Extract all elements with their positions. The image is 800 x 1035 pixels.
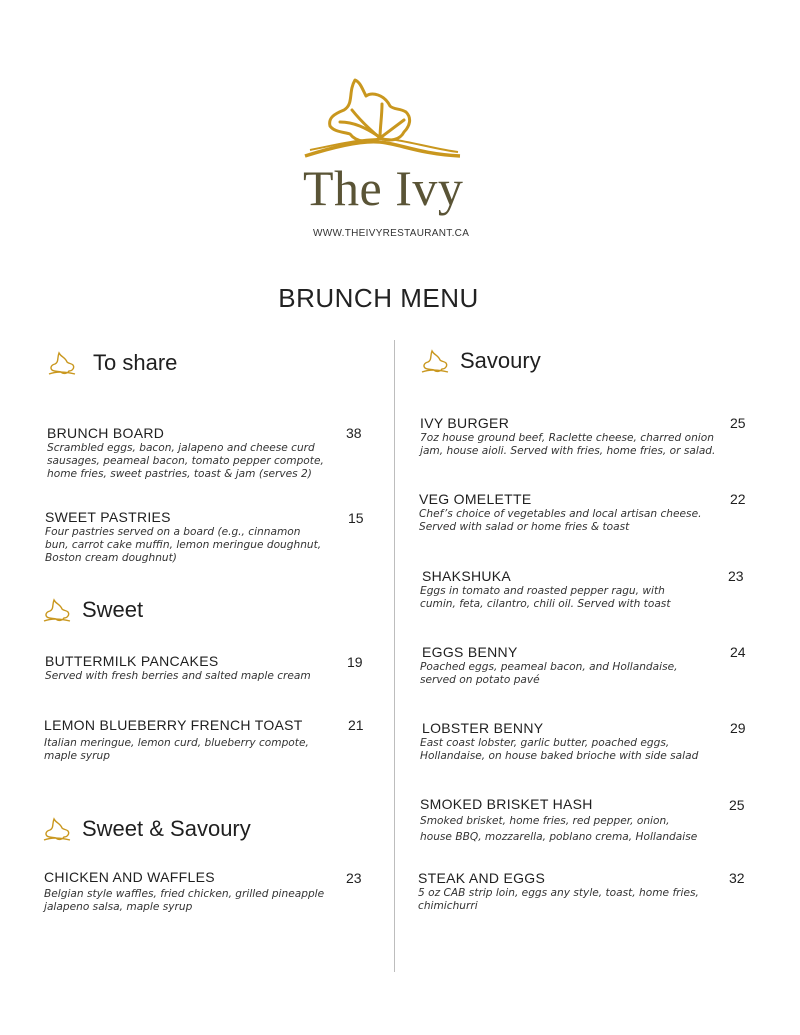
- item-description: Chef’s choice of vegetables and local artisan cheese. Served with salad or home fries & toast: [419, 508, 702, 533]
- menu-item-chicken-and-waffles: [44, 869, 324, 914]
- item-description: Poached eggs, peameal bacon, and Hollandaise, served on potato pavé: [420, 661, 678, 686]
- website-link[interactable]: WWW.THEIVYRESTAURANT.CA: [313, 228, 470, 239]
- page-title: BRUNCH MENU: [278, 283, 479, 313]
- menu-item-brunch-board: [47, 425, 324, 481]
- section-to-share-heading: [47, 350, 177, 376]
- menu-item-steak-and-eggs: [418, 870, 699, 913]
- item-name: IVY BURGER: [420, 415, 510, 431]
- item-name: CHICKEN AND WAFFLES: [44, 869, 215, 885]
- item-name: VEG OMELETTE: [419, 491, 532, 507]
- item-price: 15: [348, 510, 364, 526]
- item-price: 32: [729, 870, 745, 886]
- item-price: 25: [729, 797, 745, 813]
- menu-item-buttermilk-pancakes: [45, 653, 311, 683]
- section-title: Sweet & Savoury: [82, 816, 251, 841]
- item-price: 23: [728, 568, 744, 584]
- item-description: Italian meringue, lemon curd, blueberry compote, maple syrup: [44, 737, 309, 762]
- item-name: LEMON BLUEBERRY FRENCH TOAST: [44, 717, 303, 733]
- ivy-leaf-icon: [47, 350, 77, 376]
- item-name: LOBSTER BENNY: [422, 720, 544, 736]
- item-price: 29: [730, 720, 746, 736]
- section-title: To share: [93, 350, 178, 375]
- item-price: 25: [730, 415, 746, 431]
- ivy-leaf-icon: [42, 816, 72, 842]
- item-description: Eggs in tomato and roasted pepper ragu, with cumin, feta, cilantro, chili oil. Served with toast: [420, 585, 671, 610]
- item-description: East coast lobster, garlic butter, poached eggs, Hollandaise, on house baked brioche with side salad: [420, 737, 699, 762]
- item-description: 7oz house ground beef, Raclette cheese, charred onion jam, house aioli. Served with fries, home fries, or salad.: [420, 432, 716, 457]
- item-name: STEAK AND EGGS: [418, 870, 546, 886]
- menu-item-shakshuka: [420, 568, 670, 611]
- menu-item-veg-omelette: [419, 491, 701, 534]
- ivy-leaf-icon: [42, 597, 72, 623]
- menu-item-smoked-brisket-hash: [420, 796, 697, 845]
- item-price: 23: [346, 870, 362, 886]
- item-name: SMOKED BRISKET HASH: [420, 796, 593, 812]
- item-description: 5 oz CAB strip loin, eggs any style, toast, home fries, chimichurri: [418, 887, 699, 912]
- item-description: Scrambled eggs, bacon, jalapeno and cheese curd sausages, peameal bacon, tomato pepper compote, home fries, sweet pastries, toast & jam (serves 2): [47, 442, 324, 480]
- menu-item-lobster-benny: [420, 720, 698, 763]
- item-price: 21: [348, 717, 364, 733]
- section-savoury-heading: [420, 348, 541, 374]
- menu-item-eggs-benny: [420, 644, 677, 687]
- item-description: Belgian style waffles, fried chicken, grilled pineapple jalapeno salsa, maple syrup: [44, 888, 325, 913]
- ivy-leaf-icon: [420, 348, 450, 374]
- item-price: 19: [347, 654, 363, 670]
- item-name: SWEET PASTRIES: [45, 509, 171, 525]
- item-description: Four pastries served on a board (e.g., cinnamon bun, carrot cake muffin, lemon meringue doughnut, Boston cream doughnut): [45, 526, 322, 564]
- item-name: EGGS BENNY: [422, 644, 518, 660]
- item-price: 38: [346, 425, 362, 441]
- item-name: BUTTERMILK PANCAKES: [45, 653, 219, 669]
- item-price: 24: [730, 644, 746, 660]
- menu-item-lemon-blueberry-french-toast: [44, 717, 309, 763]
- column-divider: [394, 340, 395, 972]
- menu-item-ivy-burger: [420, 415, 715, 458]
- brand-name: The Ivy: [303, 160, 464, 216]
- item-name: BRUNCH BOARD: [47, 425, 165, 441]
- section-sweet-savoury-heading: [42, 816, 251, 842]
- section-sweet-heading: [42, 597, 143, 623]
- item-description: Served with fresh berries and salted maple cream: [45, 670, 311, 682]
- item-description: Smoked brisket, home fries, red pepper, onion, house BBQ, mozzarella, poblano crema, Hollandaise: [420, 815, 698, 843]
- item-price: 22: [730, 491, 746, 507]
- section-title: Sweet: [82, 597, 144, 622]
- section-title: Savoury: [460, 348, 541, 373]
- item-name: SHAKSHUKA: [422, 568, 512, 584]
- menu-item-sweet-pastries: [45, 509, 321, 565]
